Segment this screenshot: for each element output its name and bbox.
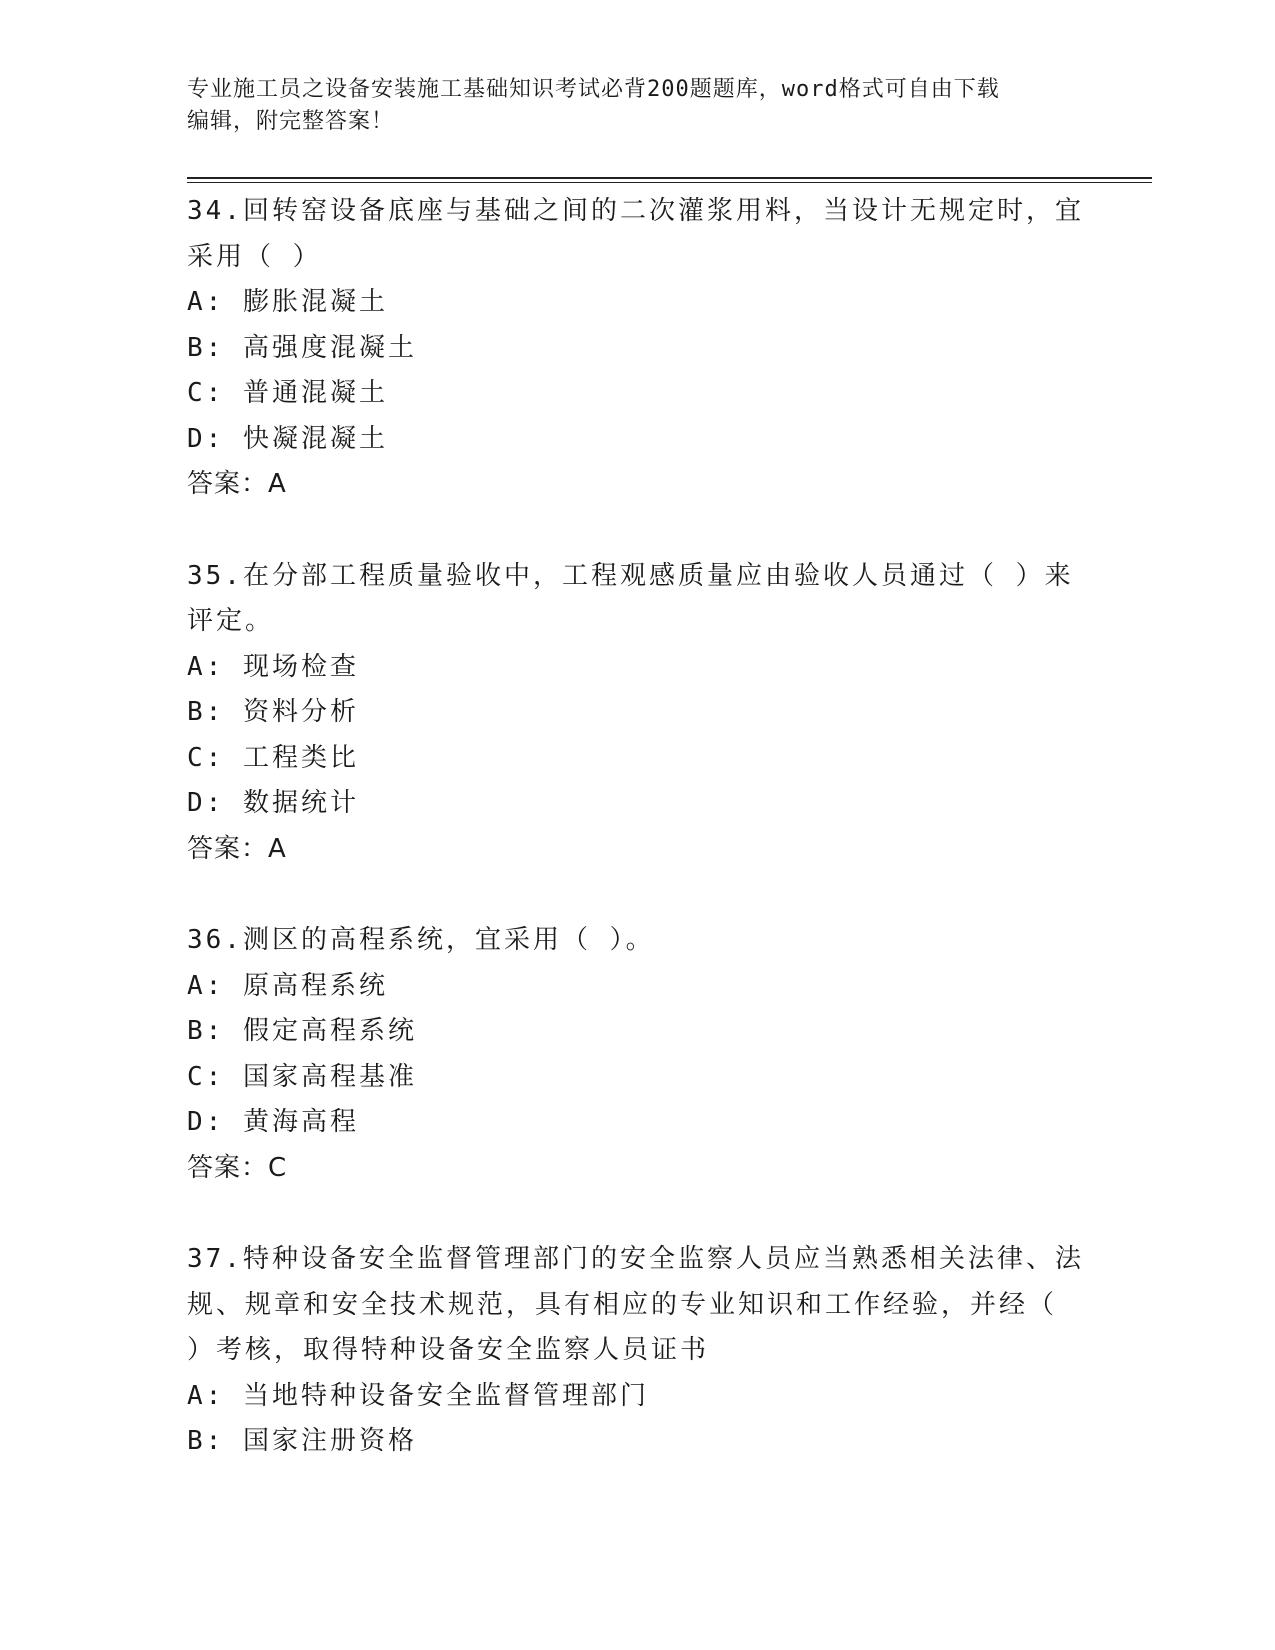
option-b: B: 高强度混凝土 <box>187 332 417 363</box>
question-spacer <box>187 508 1087 554</box>
option-a: A: 现场检查 <box>187 651 359 682</box>
answer-label: 答案：C <box>187 1152 288 1183</box>
option-d: D: 数据统计 <box>187 788 359 818</box>
header-line-1: 专业施工员之设备安装施工基础知识考试必背200题题库，word格式可自由下载 <box>187 77 1000 102</box>
answer-label: 答案：A <box>187 833 287 864</box>
option-c: C: 国家高程基准 <box>187 1061 417 1092</box>
option-d: D: 黄海高程 <box>187 1107 359 1137</box>
question-stem: 37.特种设备安全监督管理部门的安全监察人员应当熟悉相关法律、法 <box>187 1244 1084 1274</box>
option-b: B: 国家注册资格 <box>187 1426 417 1456</box>
option-a: A: 膨胀混凝土 <box>187 287 388 317</box>
question-spacer <box>187 1191 1087 1237</box>
question-stem: ）考核，取得特种设备安全监察人员证书 <box>187 1335 710 1365</box>
answer-label: 答案：A <box>187 469 287 499</box>
question-stem: 采用（ ） <box>187 241 322 272</box>
header-divider-thick <box>187 177 1152 179</box>
question-stem: 36.测区的高程系统，宜采用（ ）。 <box>187 925 655 955</box>
question-37 <box>187 1237 1087 1465</box>
question-stem: 35.在分部工程质量验收中，工程观感质量应由验收人员通过（ ）来 <box>187 560 1074 591</box>
option-c: C: 普通混凝土 <box>187 378 388 408</box>
question-spacer <box>187 872 1087 918</box>
header-line-2: 编辑，附完整答案！ <box>187 109 395 134</box>
option-a: A: 当地特种设备安全监督管理部门 <box>187 1380 649 1411</box>
question-stem: 34.回转窑设备底座与基础之间的二次灌浆用料，当设计无规定时，宜 <box>187 196 1084 226</box>
question-35 <box>187 554 1087 873</box>
option-b: B: 资料分析 <box>187 697 359 727</box>
question-stem: 规、规章和安全技术规范，具有相应的专业知识和工作经验，并经（ <box>187 1289 1058 1320</box>
document-header <box>187 74 1067 138</box>
option-d: D: 快凝混凝土 <box>187 423 388 454</box>
question-list <box>187 189 1087 1465</box>
option-b: B: 假定高程系统 <box>187 1016 417 1046</box>
option-a: A: 原高程系统 <box>187 970 388 1001</box>
header-divider-thin <box>187 182 1152 183</box>
question-34 <box>187 189 1087 508</box>
question-36 <box>187 918 1087 1191</box>
question-stem: 评定。 <box>187 606 275 636</box>
option-c: C: 工程类比 <box>187 742 359 773</box>
